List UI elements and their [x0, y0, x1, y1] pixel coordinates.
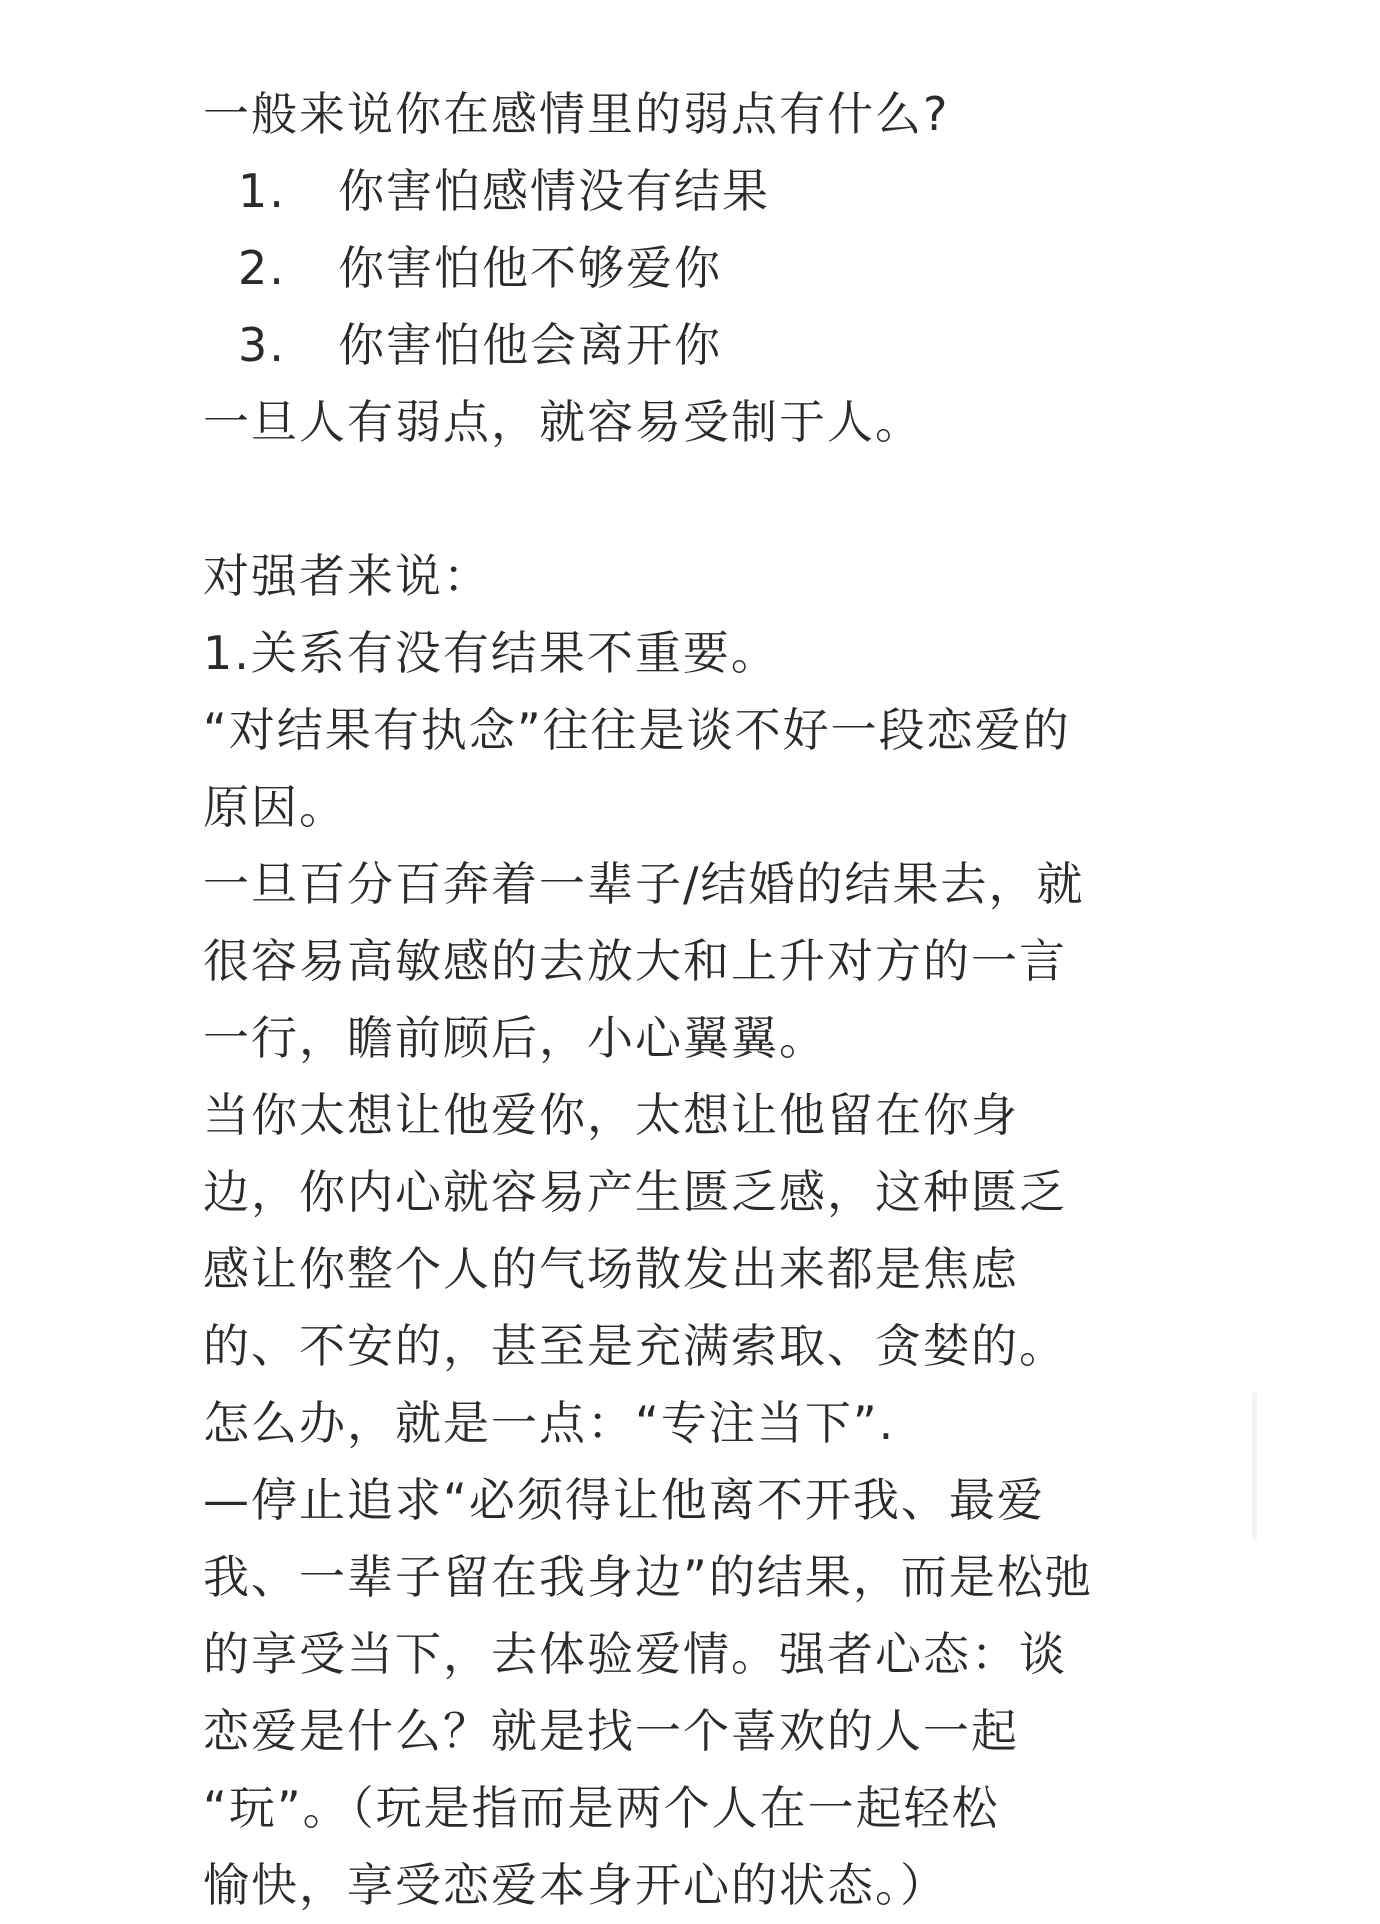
text-line: “对结果有执念”往往是谈不好一段恋爱的	[203, 703, 1071, 757]
text-line: 的、不安的，甚至是充满索取、贪婪的。	[203, 1319, 1067, 1373]
text-line: 一旦百分百奔着一辈子/结婚的结果去，就	[203, 857, 1085, 911]
paragraph-spacer	[203, 461, 1203, 538]
text-line: 当你太想让他爱你，太想让他留在你身	[203, 1088, 1019, 1142]
text-line: 边，你内心就容易产生匮乏感，这种匮乏	[203, 1165, 1067, 1219]
text-line: 对强者来说：	[203, 549, 491, 603]
weakness-number: 1.	[238, 164, 286, 218]
question-line: 一般来说你在感情里的弱点有什么?	[203, 87, 950, 141]
text-line: “玩”。（玩是指而是两个人在一起轻松	[203, 1781, 1000, 1835]
weakness-text: 你害怕他不够爱你	[338, 241, 722, 295]
weakness-number: 2.	[238, 241, 286, 295]
text-line: 怎么办，就是一点：“专注当下”.	[203, 1396, 896, 1450]
text-line: 1.关系有没有结果不重要。	[203, 626, 779, 680]
text-line: 感让你整个人的气场散发出来都是焦虑	[203, 1242, 1019, 1296]
weakness-item-3	[203, 307, 1203, 384]
text-line: 很容易高敏感的去放大和上升对方的一言	[203, 934, 1067, 988]
text-line: 原因。	[203, 780, 347, 834]
text-line: 一行，瞻前顾后，小心翼翼。	[203, 1011, 827, 1065]
weakness-text: 你害怕他会离开你	[338, 318, 722, 372]
text-line: 愉快，享受恋爱本身开心的状态。）	[203, 1858, 948, 1912]
text-line: —停止追求“必须得让他离不开我、最爱	[203, 1473, 1045, 1527]
conclusion-line: 一旦人有弱点，就容易受制于人。	[203, 395, 923, 449]
weakness-number: 3.	[238, 318, 286, 372]
weakness-text: 你害怕感情没有结果	[338, 164, 770, 218]
text-line: 恋爱是什么？就是找一个喜欢的人一起	[203, 1704, 1019, 1758]
weakness-item-1	[203, 153, 1203, 230]
document-text	[203, 76, 1203, 1924]
scrollbar[interactable]	[1252, 1392, 1257, 1540]
text-line: 我、一辈子留在我身边”的结果，而是松弛	[203, 1550, 1093, 1604]
weakness-item-2	[203, 230, 1203, 307]
text-line: 的享受当下，去体验爱情。强者心态：谈	[203, 1627, 1067, 1681]
